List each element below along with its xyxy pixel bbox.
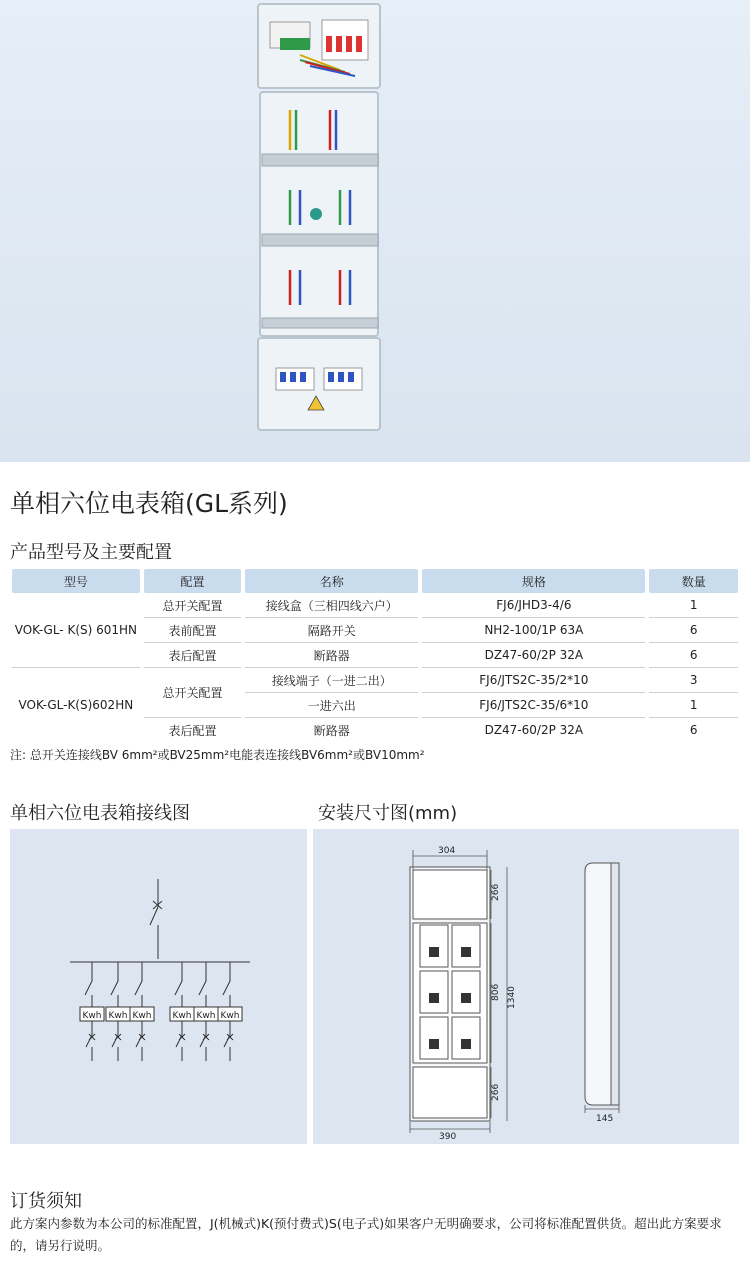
config-cell: 表前配置 bbox=[144, 617, 242, 642]
qty-cell: 3 bbox=[649, 667, 738, 692]
header-name: 名称 bbox=[245, 569, 418, 593]
config-cell: 总开关配置 bbox=[162, 598, 223, 613]
header-qty: 数量 bbox=[649, 569, 738, 593]
qty-cell: 6 bbox=[649, 717, 738, 742]
qty-cell: 6 bbox=[649, 642, 738, 667]
name-cell: 隔路开关 bbox=[245, 617, 418, 642]
name-cell: 断路器 bbox=[245, 642, 418, 667]
config-cell: 总开关配置 bbox=[144, 667, 242, 717]
name-cell: 接线盒（三相四线六户） bbox=[265, 598, 398, 613]
table-row bbox=[12, 667, 738, 692]
product-title: 单相六位电表箱(GL系列) bbox=[10, 489, 288, 518]
table-row bbox=[12, 593, 738, 617]
dimension-drawing-svg bbox=[313, 829, 739, 1144]
name-cell: 一进六出 bbox=[245, 692, 418, 717]
spec-cell: FJ6/JHD3-4/6 bbox=[496, 598, 572, 612]
wiring-diagram-svg bbox=[10, 829, 307, 1144]
dim-top-section: 266 bbox=[491, 883, 501, 901]
config-cell: 表后配置 bbox=[144, 642, 242, 667]
dim-top-width: 304 bbox=[438, 846, 456, 856]
model-cell: VOK-GL-K(S)602HN bbox=[12, 667, 140, 742]
header-spec: 规格 bbox=[422, 569, 645, 593]
dim-bottom-width: 390 bbox=[439, 1132, 457, 1142]
qty-cell: 1 bbox=[689, 598, 698, 612]
meter-label: Kwh bbox=[108, 1011, 128, 1021]
wiring-note: 注: 总开关连接线BV 6mm²或BV25mm²电能表连接线BV6mm²或BV10mm² bbox=[10, 748, 425, 762]
header-config: 配置 bbox=[144, 569, 242, 593]
dimensions-heading: 安装尺寸图(mm) bbox=[318, 803, 458, 824]
config-cell: 表后配置 bbox=[144, 717, 242, 742]
name-cell: 接线端子（一进二出） bbox=[245, 667, 418, 692]
header-model: 型号 bbox=[12, 569, 140, 593]
spec-cell: FJ6/JTS2C-35/2*10 bbox=[422, 667, 645, 692]
meter-label: Kwh bbox=[196, 1011, 216, 1021]
spec-cell: DZ47-60/2P 32A bbox=[422, 642, 645, 667]
dim-middle-section: 806 bbox=[491, 983, 501, 1001]
config-table bbox=[8, 569, 742, 742]
qty-cell: 6 bbox=[649, 617, 738, 642]
wiring-diagram bbox=[10, 829, 307, 1144]
dim-total-height: 1340 bbox=[507, 986, 517, 1009]
dim-bottom-section: 266 bbox=[491, 1083, 501, 1101]
meter-label: Kwh bbox=[172, 1011, 192, 1021]
config-heading: 产品型号及主要配置 bbox=[10, 542, 172, 563]
wiring-heading: 单相六位电表箱接线图 bbox=[10, 803, 190, 824]
spec-cell: FJ6/JTS2C-35/6*10 bbox=[422, 692, 645, 717]
name-cell: 断路器 bbox=[245, 717, 418, 742]
meter-box-image bbox=[0, 0, 750, 462]
dimension-drawing bbox=[313, 829, 739, 1144]
meter-label: Kwh bbox=[220, 1011, 240, 1021]
spec-cell: NH2-100/1P 63A bbox=[422, 617, 645, 642]
model-cell: VOK-GL- K(S) 601HN bbox=[14, 623, 138, 637]
order-heading: 订货须知 bbox=[10, 1191, 82, 1212]
qty-cell: 1 bbox=[649, 692, 738, 717]
product-photo bbox=[0, 0, 750, 462]
order-text: 此方案内参数为本公司的标准配置，J(机械式)K(预付费式)S(电子式)如果客户无明确要求，公司将标准配置供货。超出此方案要求的，请另行说明。 bbox=[10, 1216, 722, 1253]
meter-label: Kwh bbox=[132, 1011, 152, 1021]
dim-depth: 145 bbox=[596, 1114, 614, 1124]
meter-label: Kwh bbox=[82, 1011, 102, 1021]
spec-cell: DZ47-60/2P 32A bbox=[422, 717, 645, 742]
